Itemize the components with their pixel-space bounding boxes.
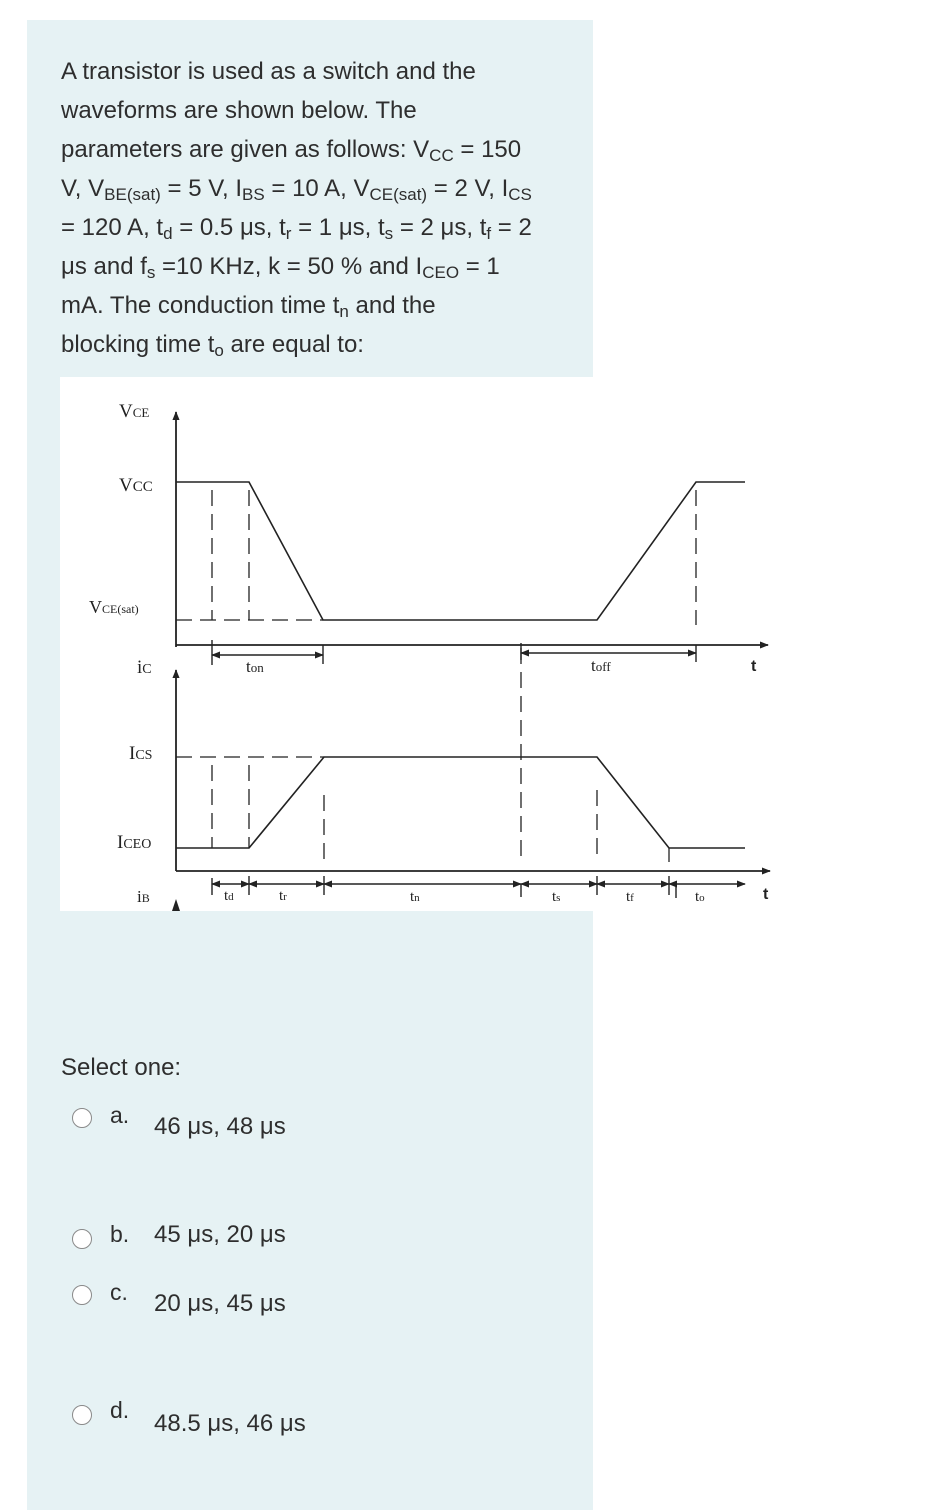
question-subscript: s (146, 263, 156, 282)
question-text-segment: = 2 V, I (427, 175, 509, 202)
vce-axis-label: VCE (119, 401, 150, 422)
ic-waveform (176, 757, 745, 848)
question-text-segment: =10 KHz, k = 50 % and I (155, 253, 423, 280)
question-text-segment: A transistor is used as a switch and the (61, 58, 476, 85)
question-text-segment: are equal to: (223, 331, 364, 358)
vce-waveform (176, 482, 745, 620)
t-n-label: tn (410, 889, 420, 905)
t-label-bottom: t (763, 886, 769, 903)
iceo-label: ICEO (117, 832, 152, 853)
t-on-label: ton (246, 657, 264, 676)
t-off-label: toff (591, 656, 611, 675)
question-text-segment: mA. The conduction time t (61, 292, 340, 319)
option-letter: b. (110, 1221, 130, 1247)
question-subscript: CEO (422, 263, 460, 282)
question-subscript: CS (508, 185, 532, 204)
question-line (61, 169, 571, 208)
question-text-segment: and the (348, 292, 436, 319)
option-text[interactable]: 46 μs, 48 μs (154, 1113, 286, 1140)
question-subscript: BS (242, 185, 265, 204)
select-one-label: Select one: (61, 1054, 182, 1081)
question-subscript: n (339, 302, 349, 321)
radio-button[interactable] (72, 1229, 92, 1249)
question-text-segment: V, V (61, 175, 105, 202)
question-line (61, 208, 571, 247)
question-text-segment: = 0.5 μs, t (172, 214, 286, 241)
question-line (61, 52, 571, 91)
t-d-label: td (224, 888, 234, 904)
option-letter: a. (110, 1102, 130, 1128)
option-text[interactable]: 20 μs, 45 μs (154, 1290, 286, 1317)
question-text-segment: = 120 A, t (61, 214, 164, 241)
question-line (61, 325, 571, 364)
ib-axis-arrowhead (172, 899, 180, 911)
question-text-segment: = 2 (491, 214, 532, 241)
t-r-label: tr (279, 888, 287, 904)
question-text (61, 52, 571, 364)
vce-sat-label: VCE(sat) (89, 597, 139, 617)
option-text[interactable]: 48.5 μs, 46 μs (154, 1410, 306, 1437)
ics-label: ICS (129, 743, 153, 764)
question-subscript: d (163, 224, 173, 243)
question-text-segment: waveforms are shown below. The (61, 97, 417, 124)
question-subscript: CE(sat) (369, 185, 428, 204)
t-label-top: t (751, 658, 757, 675)
vcc-label: VCC (119, 475, 153, 496)
question-line (61, 91, 571, 130)
question-text-segment: = 1 (459, 253, 500, 280)
question-text-segment: parameters are given as follows: V (61, 136, 430, 163)
question-subscript: r (285, 224, 292, 243)
question-line (61, 247, 571, 286)
option-text[interactable]: 45 μs, 20 μs (154, 1221, 286, 1248)
question-line (61, 286, 571, 325)
radio-button[interactable] (72, 1108, 92, 1128)
question-text-segment: μs and f (61, 253, 147, 280)
t-s-label: ts (552, 889, 561, 905)
option-letter: d. (110, 1397, 130, 1423)
question-text-segment: blocking time t (61, 331, 215, 358)
question-text-segment: = 10 A, V (264, 175, 370, 202)
ic-axis-label: iC (137, 657, 152, 678)
ib-axis-label: iB (137, 887, 150, 906)
switching-waveform-diagram (60, 377, 769, 911)
question-subscript: f (486, 224, 492, 243)
t-o-label: to (695, 889, 705, 905)
t-f-label: tf (626, 889, 634, 905)
radio-button[interactable] (72, 1285, 92, 1305)
waveform-svg (60, 377, 780, 911)
question-subscript: CC (429, 146, 454, 165)
question-subscript: s (384, 224, 394, 243)
option-letter: c. (110, 1279, 128, 1305)
question-subscript: o (214, 341, 224, 360)
question-text-segment: = 5 V, I (160, 175, 243, 202)
question-text-segment: = 2 μs, t (393, 214, 487, 241)
question-text-segment: = 1 μs, t (291, 214, 385, 241)
question-line (61, 130, 571, 169)
question-text-segment: = 150 (453, 136, 522, 163)
radio-button[interactable] (72, 1405, 92, 1425)
question-subscript: BE(sat) (104, 185, 161, 204)
